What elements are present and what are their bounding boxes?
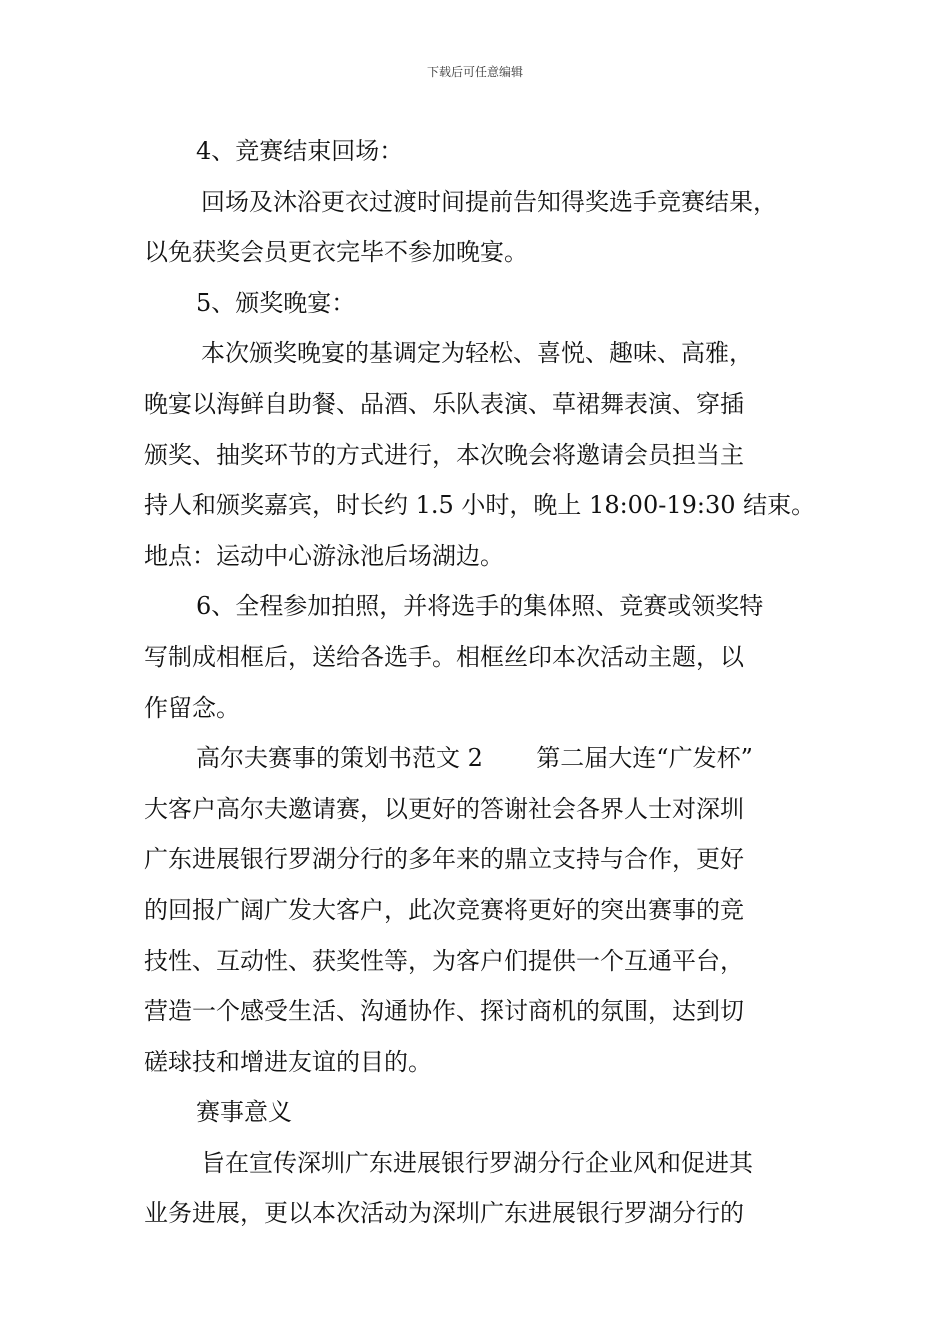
body-line: 颁奖、抽奖环节的方式进行，本次晚会将邀请会员担当主 bbox=[144, 440, 744, 469]
body-line: 赛事意义 bbox=[196, 1098, 292, 1127]
body-line: 回场及沐浴更衣过渡时间提前告知得奖选手竞赛结果， bbox=[201, 187, 777, 216]
body-line: 高尔夫赛事的策划书范文 2 第二届大连“广发杯” bbox=[196, 744, 753, 773]
body-line: 磋球技和增进友谊的目的。 bbox=[144, 1047, 432, 1076]
body-line: 营造一个感受生活、沟通协作、探讨商机的氛围，达到切 bbox=[144, 997, 744, 1026]
body-line: 业务进展，更以本次活动为深圳广东进展银行罗湖分行的 bbox=[144, 1199, 744, 1228]
body-line: 地点：运动中心游泳池后场湖边。 bbox=[144, 541, 504, 570]
body-line: 作留念。 bbox=[144, 693, 240, 722]
body-line: 写制成相框后，送给各选手。相框丝印本次活动主题，以 bbox=[144, 642, 744, 671]
body-line: 旨在宣传深圳广东进展银行罗湖分行企业风和促进其 bbox=[201, 1148, 753, 1177]
body-line: 大客户高尔夫邀请赛，以更好的答谢社会各界人士对深圳 bbox=[144, 794, 744, 823]
body-line: 5、颁奖晚宴： bbox=[196, 288, 356, 317]
body-line: 持人和颁奖嘉宾，时长约 1.5 小时，晚上 18:00-19:30 结束。 bbox=[144, 491, 816, 520]
document-body bbox=[144, 126, 814, 1239]
body-line: 技性、互动性、获奖性等，为客户们提供一个互通平台， bbox=[144, 946, 744, 975]
body-line: 广东进展银行罗湖分行的多年来的鼎立支持与合作，更好 bbox=[144, 845, 744, 874]
body-line: 6、全程参加拍照，并将选手的集体照、竞赛或领奖特 bbox=[196, 592, 764, 621]
body-line: 以免获奖会员更衣完毕不参加晚宴。 bbox=[144, 238, 528, 267]
body-line: 晚宴以海鲜自助餐、品酒、乐队表演、草裙舞表演、穿插 bbox=[144, 389, 744, 418]
body-line: 的回报广阔广发大客户，此次竞赛将更好的突出赛事的竞 bbox=[144, 895, 744, 924]
body-line: 4、竞赛结束回场： bbox=[196, 137, 404, 165]
page-header-note: 下载后可任意编辑 bbox=[426, 65, 523, 79]
body-line: 本次颁奖晚宴的基调定为轻松、喜悦、趣味、高雅， bbox=[201, 339, 753, 368]
